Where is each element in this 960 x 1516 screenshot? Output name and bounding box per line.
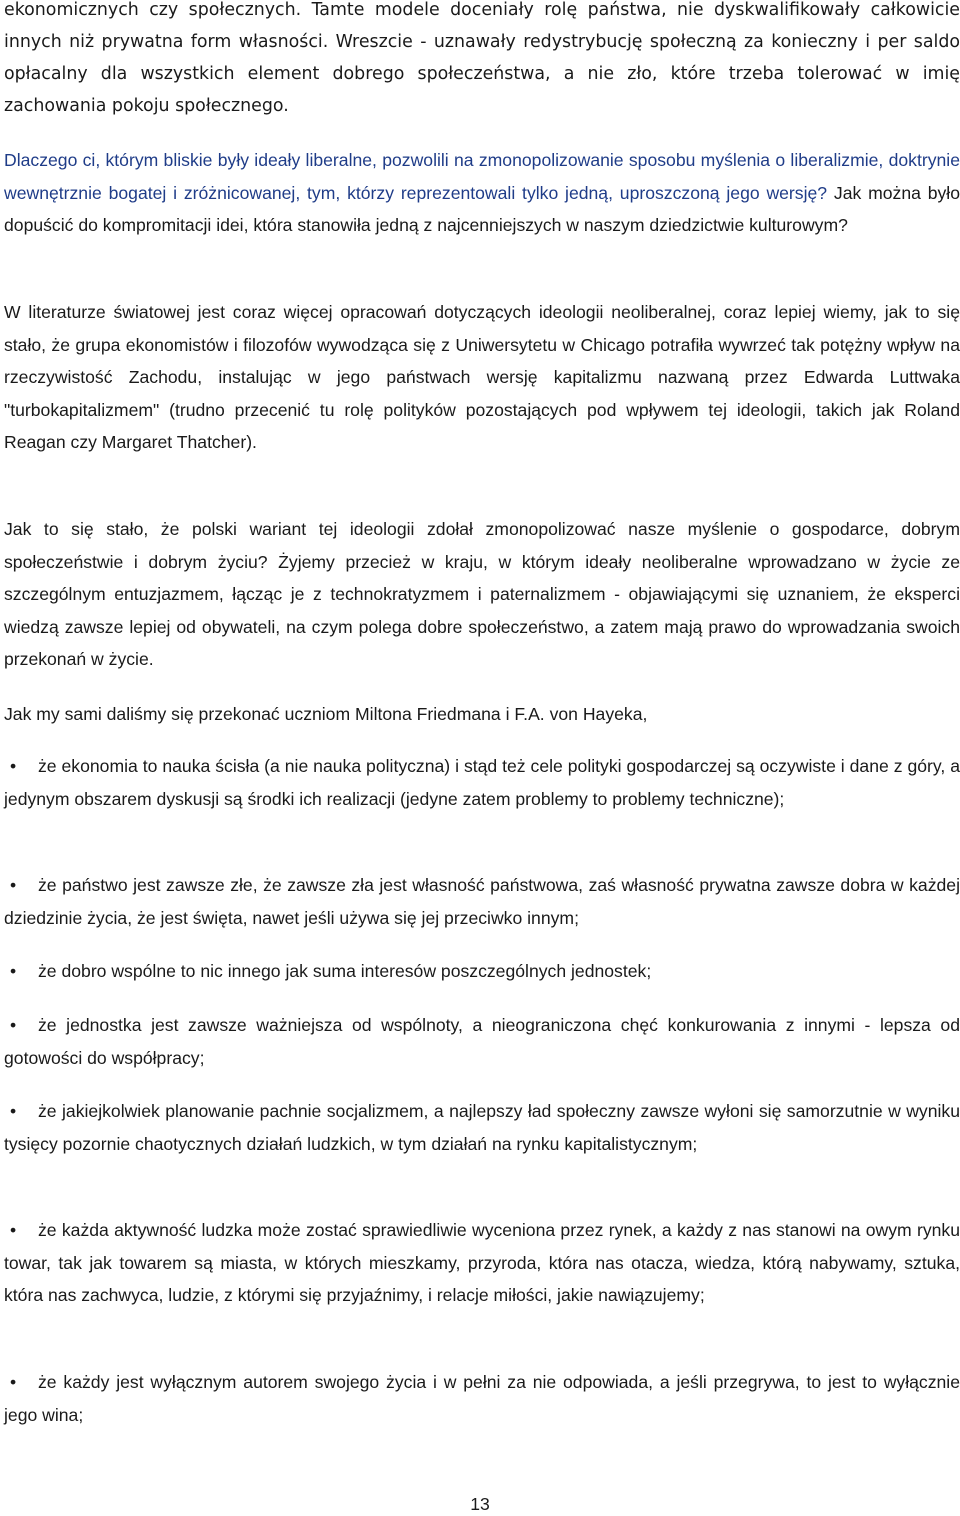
paragraph-polish-variant: Jak to się stało, że polski wariant tej ideologii zdołał zmonopolizować nasze myślenie o gospodarce, dobrym społeczeństwie i dobrym życiu? Żyjemy przecież w kraju, w którym ideały neoliberalne wprowadzano w życie ze szczególnym entuzjazmem, łącząc je z technokratyzmem i paternalizmem - objawiającymi się uznaniem, że eksperci wiedzą zawsze lepiej od obywateli, na czym polega dobre społeczeństwo, a zatem mają prawo do wprowadzania swoich przekonań w życie. (4, 519, 960, 670)
paragraph-lead-in: Jak my sami daliśmy się przekonać uczniom Miltona Friedmana i F.A. von Hayeka, (4, 704, 648, 724)
bullet-item (4, 1095, 960, 1160)
question-sentence-2: Jak można było dopuścić do kompromitacji idei, która stanowiła jedną z najcenniejszych w naszym dziedzictwie kulturowym? (4, 182, 960, 236)
page-number: 13 (470, 1494, 490, 1514)
bullet-text: że państwo jest zawsze złe, że zawsze zła jest własność państwowa, zaś własność prywatna zawsze dobra w każdej dziedzinie życia, że jest święta, nawet jeśli używa się jej przeciwko innym; (4, 875, 960, 928)
bullet-text: że dobro wspólne to nic innego jak suma interesów poszczególnych jednostek; (38, 961, 652, 981)
bullet-item (4, 1009, 960, 1074)
bullet-icon: • (10, 1101, 17, 1121)
bullet-text: że każda aktywność ludzka może zostać sprawiedliwie wyceniona przez rynek, a każdy z nas stanowi na owym rynku towar, tak jak towarem są miasta, w których mieszkamy, przyroda, która nas otacza, wiedza, którą nabywamy, sztuka, która nas zachwyca, ludzie, z którymi się przyjaźnimy, i relacje miłości, jakie nawiązujemy; (4, 1220, 960, 1306)
bullet-text: że jednostka jest zawsze ważniejsza od wspólnoty, a nieograniczona chęć konkurowania z innymi - lepsza od gotowości do współpracy; (4, 1015, 960, 1068)
bullet-icon: • (10, 1372, 17, 1392)
bullet-item (4, 1214, 960, 1312)
bullet-item (4, 750, 960, 815)
bullet-item (4, 869, 960, 934)
paragraph-question (4, 144, 960, 242)
bullet-icon: • (10, 961, 17, 981)
paragraph-intro: ekonomicznych czy społecznych. Tamte modele doceniały rolę państwa, nie dyskwalifikowały całkowicie innych niż prywatna form własności. Wreszcie - uznawały redystrybucję społeczną za konieczny i per saldo opłacalny dla wszystkich element dobrego społeczeństwa, a nie zło, które trzeba tolerować w imię zachowania pokoju społecznego. (4, 0, 960, 116)
bullet-icon: • (10, 1220, 17, 1240)
bullet-item (4, 955, 960, 988)
bullet-text: że każdy jest wyłącznym autorem swojego życia i w pełni za nie odpowiada, a jeśli przegrywa, to jest to wyłącznie jego wina; (4, 1372, 960, 1425)
bullet-icon: • (10, 756, 17, 776)
paragraph-literature: W literaturze światowej jest coraz więcej opracowań dotyczących ideologii neoliberalnej, coraz lepiej wiemy, jak to się stało, że grupa ekonomistów i filozofów wywodząca się z Uniwersytetu w Chicago potrafiła wywrzeć tak potężny wpływ na rzeczywistość Zachodu, instalując w jego państwach wersję kapitalizmu nazwaną przez Edwarda Luttwaka "turbokapitalizmem" (trudno przecenić tu rolę polityków pozostających pod wpływem tej ideologii, takich jak Roland Reagan czy Margaret Thatcher). (4, 302, 960, 453)
bullet-text: że jakiejkolwiek planowanie pachnie socjalizmem, a najlepszy ład społeczny zawsze wyłoni się samorzutnie w wyniku tysięcy pozornie chaotycznych działań ludzkich, w tym działań na rynku kapitalistycznym; (4, 1101, 960, 1154)
question-sentence-1: Dlaczego ci, którym bliskie były ideały liberalne, pozwolili na zmonopolizowanie sposobu myślenia o liberalizmie, doktrynie wewnętrznie bogatej i zróżnicowanej, tym, którzy reprezentowali tylko jedną, uproszczoną jego wersję? (4, 150, 960, 203)
bullet-icon: • (10, 1015, 17, 1035)
bullet-icon: • (10, 875, 17, 895)
bullet-text: że ekonomia to nauka ścisła (a nie nauka polityczna) i stąd też cele polityki gospodarczej są oczywiste i dane z góry, a jedynym obszarem dyskusji są środki ich realizacji (jedyne zatem problemy to problemy techniczne); (4, 756, 960, 809)
bullet-item (4, 1366, 960, 1431)
